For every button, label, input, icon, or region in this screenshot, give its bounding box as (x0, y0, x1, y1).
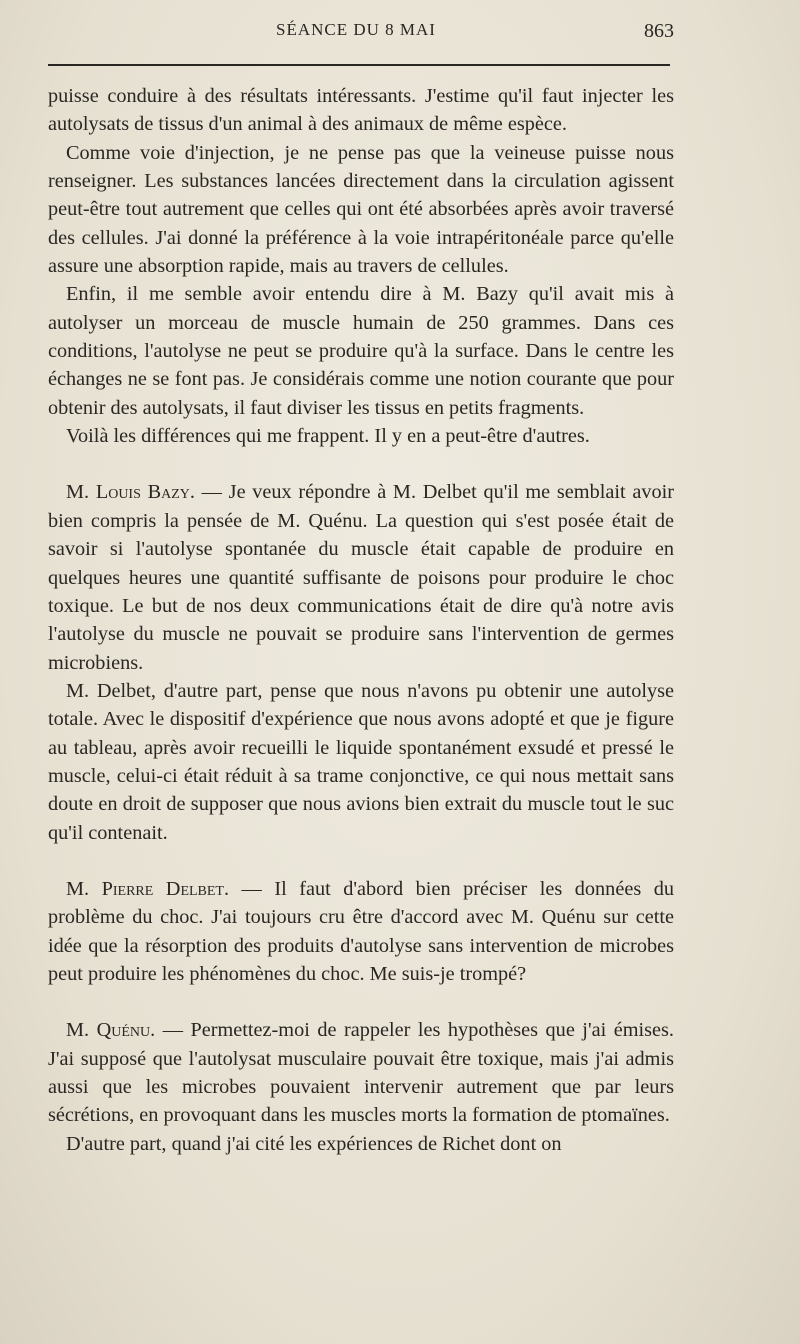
paragraph: puisse conduire à des résultats intéressants. J'estime qu'il faut injecter les autolysats de tissus d'un animal à des animaux de même espèce. (48, 85, 674, 136)
body-text (48, 82, 674, 1158)
speech-text: — Il faut d'abord bien préciser les données du problème du choc. J'ai toujours cru être d'accord avec M. Quénu sur cette idée que la résorption des produits d'autolyse sans intervention de microbes peut produire les phénomènes du choc. Me suis-je trompé? (48, 877, 674, 985)
header-rule (48, 64, 670, 66)
speech-text: — Permettez-moi de rappeler les hypothèses que j'ai émises. J'ai supposé que l'autolysat musculaire pouvait être toxique, mais j'ai admis aussi que les microbes pouvaient intervenir autrement que par leurs sécrétions, en provoquant dans les muscles morts la formation de ptomaïnes. (48, 1019, 674, 1127)
paragraph: Comme voie d'injection, je ne pense pas que la veineuse puisse nous renseigner. Les substances lancées directement dans la circulation agissent peut-être tout autrement que celles qui ont été absorbées après avoir traversé des cellules. J'ai donné la préférence à la voie intrapéritonéale parce qu'elle assure une absorption rapide, mais au travers de cellules. (48, 141, 674, 278)
speaker-name: M. Pierre Delbet. (66, 877, 230, 900)
paragraph: Enfin, il me semble avoir entendu dire à M. Bazy qu'il avait mis à autolyser un morceau de muscle humain de 250 grammes. Dans ces conditions, l'autolyse ne peut se produire qu'à la surface. Dans le centre les échanges ne se font pas. Je considérais comme une notion courante que pour obtenir des autolysats, il faut diviser les tissus en petits fragments. (48, 283, 674, 419)
speech-paragraph (48, 875, 674, 988)
speaker-name: M. Quénu. (66, 1019, 156, 1042)
speech-paragraph (48, 478, 674, 676)
page-number: 863 (644, 20, 674, 42)
paragraph: D'autre part, quand j'ai cité les expériences de Richet dont on (66, 1132, 562, 1155)
speaker-name: M. Louis Bazy. (66, 481, 195, 504)
running-title: SÉANCE DU 8 MAI (276, 20, 436, 39)
speech-text: — Je veux répondre à M. Delbet qu'il me semblait avoir bien compris la pensée de M. Quénu. La question qui s'est posée était de savoir si l'autolyse spontanée du muscle était capable de produire en quelques heures une quantité suffisante de poisons pour produire le choc toxique. Le but de nos deux communications était de dire qu'à notre avis l'autolyse du muscle ne pouvait se produire sans l'intervention de germes microbiens. (48, 481, 674, 674)
paragraph: M. Delbet, d'autre part, pense que nous n'avons pu obtenir une autolyse totale. Avec le dispositif d'expérience que nous avons adopté et que je figure au tableau, après avoir recueilli le liquide spontanément exsudé et pressé le muscle, celui-ci était réduit à sa trame conjonctive, ce qui nous mettait sans doute en droit de supposer que nous avions bien extrait du muscle tout le suc qu'il contenait. (48, 679, 674, 844)
speech-paragraph (48, 1016, 674, 1129)
page-header (48, 18, 674, 48)
paragraph: Voilà les différences qui me frappent. Il y en a peut-être d'autres. (66, 425, 590, 448)
